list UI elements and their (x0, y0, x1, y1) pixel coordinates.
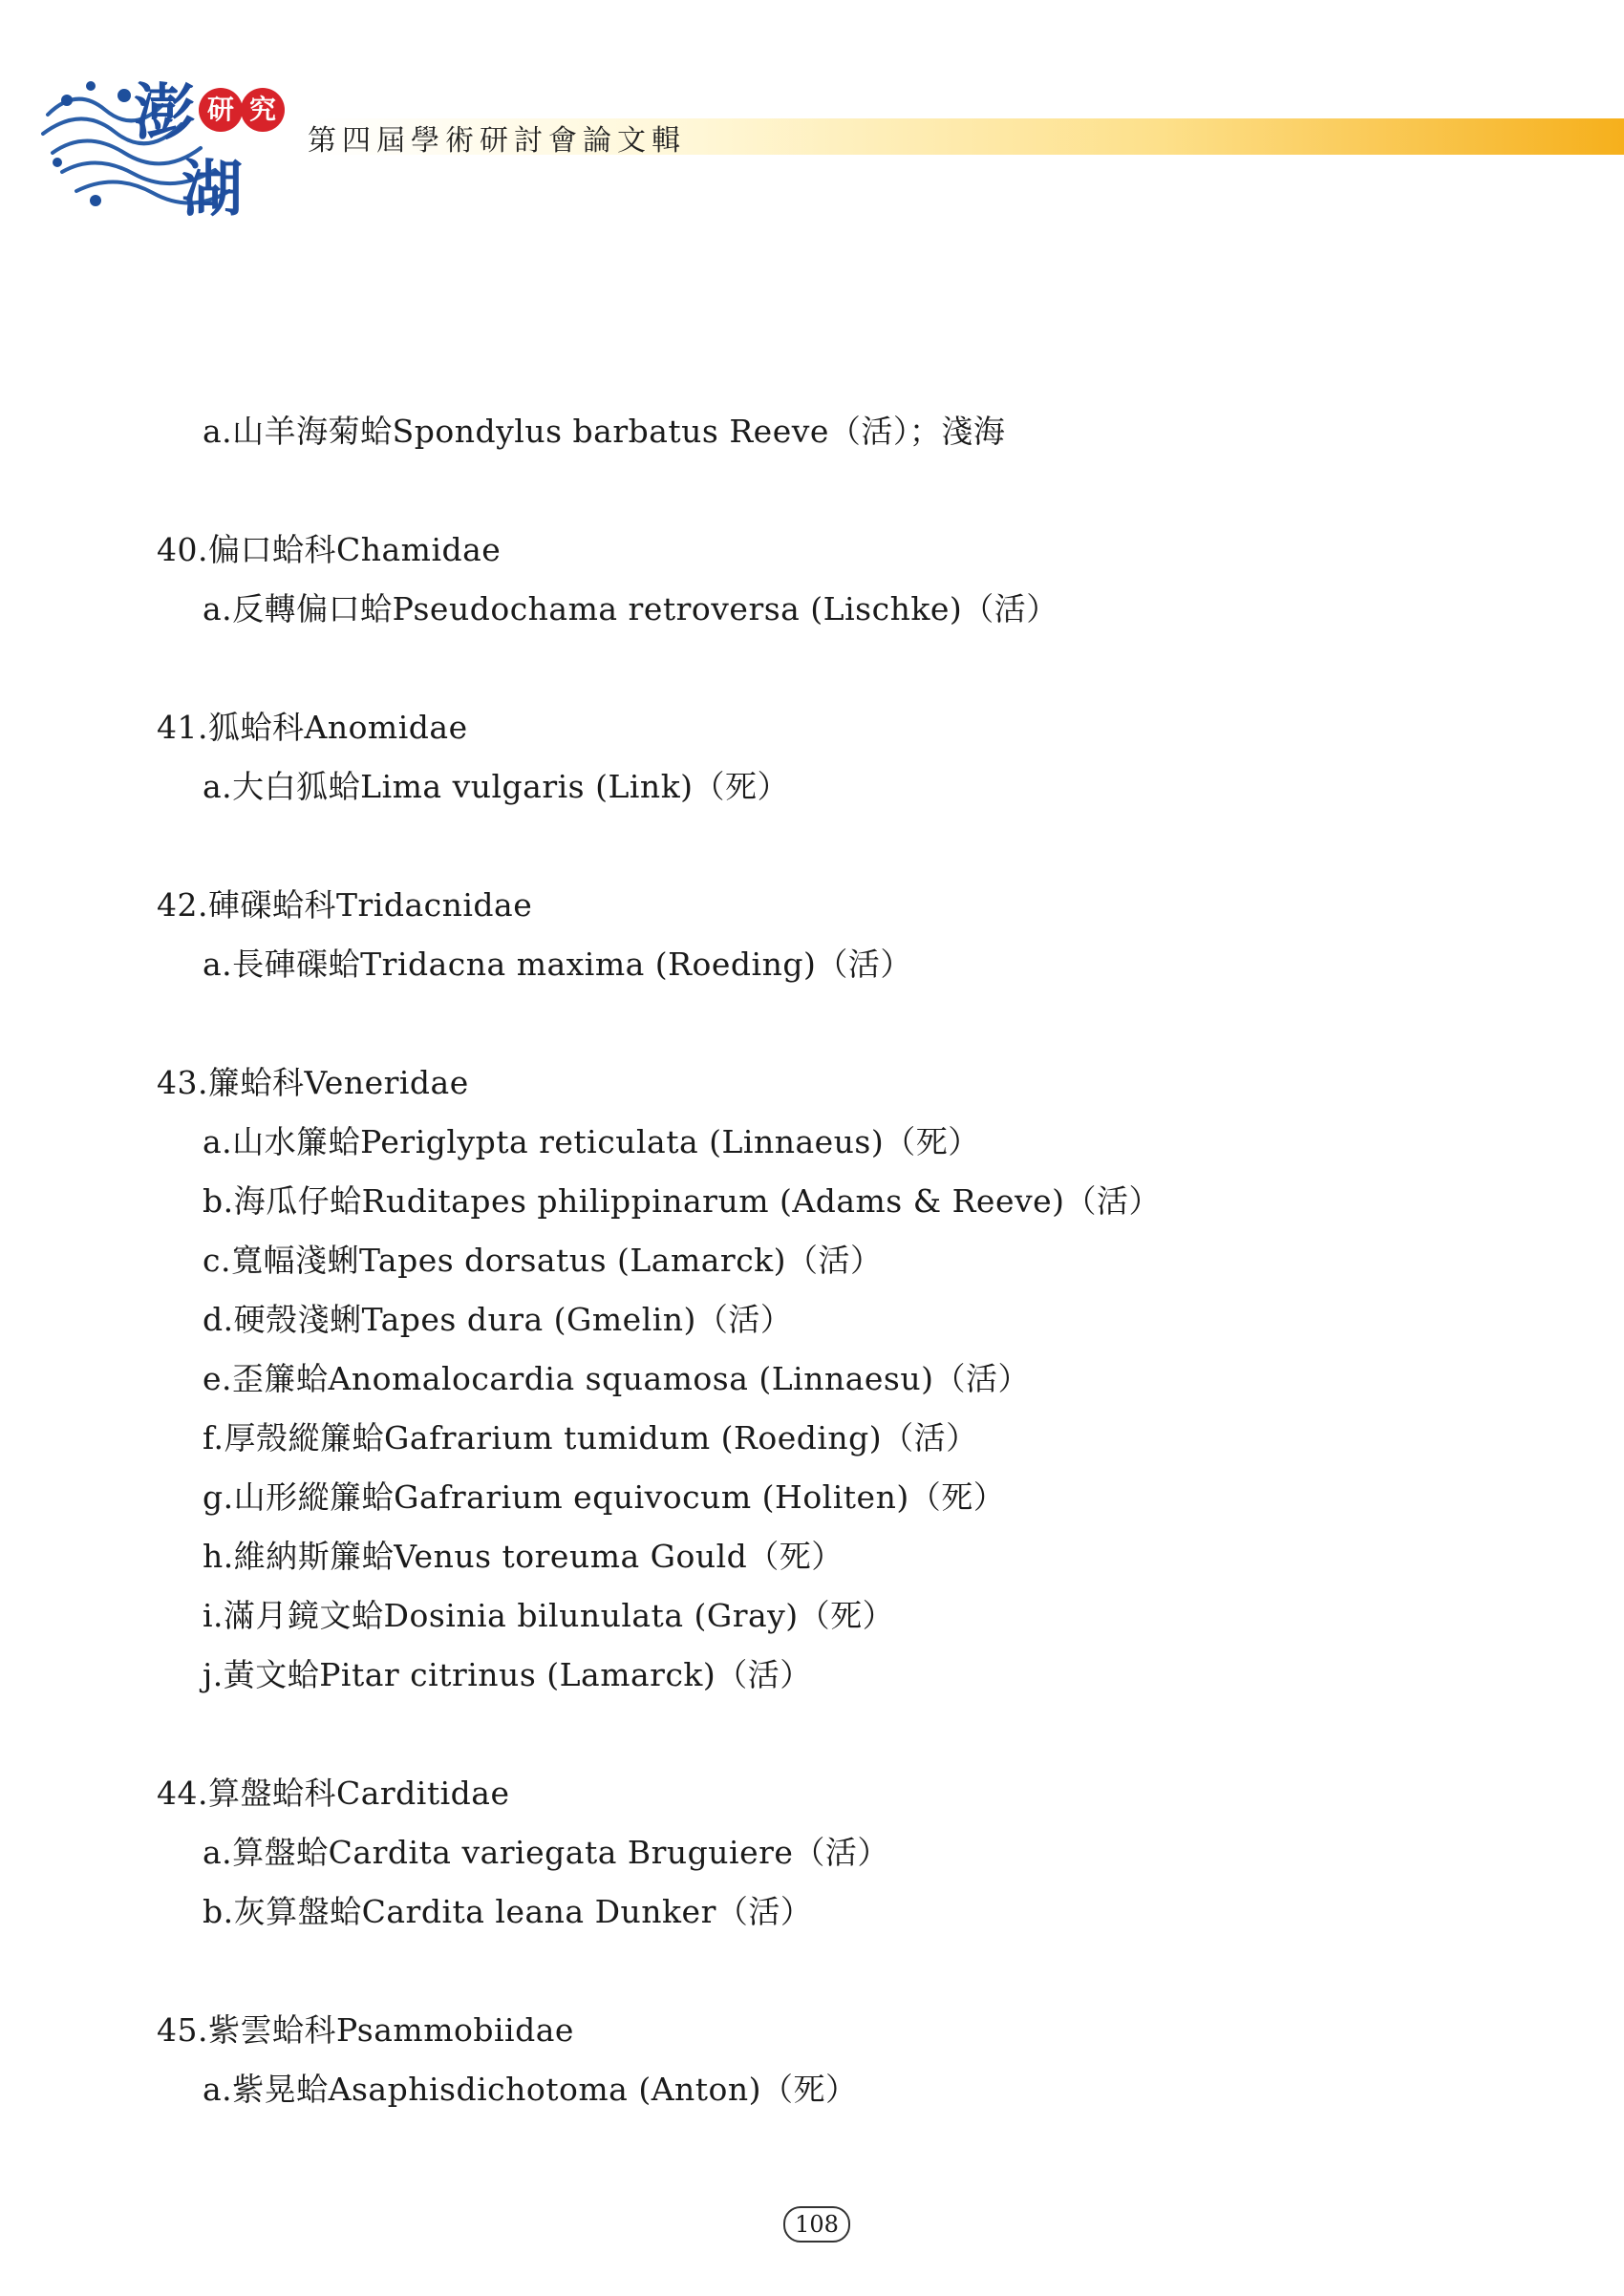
species-entry: i.滿月鏡文蛤Dosinia bilunulata (Gray)（死） (203, 1597, 895, 1634)
species-entry: b.灰算盤蛤Cardita leana Dunker（活） (203, 1893, 813, 1930)
family-heading: 42.硨磲蛤科Tridacnidae (157, 886, 533, 924)
family-heading: 41.狐蛤科Anomidae (157, 709, 468, 746)
species-entry: b.海瓜仔蛤Ruditapes philippinarum (Adams & Reeve)（活） (203, 1182, 1162, 1220)
species-entry: a.反轉偏口蛤Pseudochama retroversa (Lischke)（活） (203, 590, 1058, 627)
species-entry: d.硬殼淺蜊Tapes dura (Gmelin)（活） (203, 1301, 793, 1338)
header-title: 第四屆學術研討會論文輯 (308, 124, 686, 158)
species-entry: a.大白狐蛤Lima vulgaris (Link)（死） (203, 768, 790, 805)
species-entry: a.長硨磲蛤Tridacna maxima (Roeding)（活） (203, 946, 912, 983)
family-heading: 45.紫雲蛤科Psammobiidae (157, 2011, 574, 2049)
species-entry: a.山羊海菊蛤Spondylus barbatus Reeve（活）；淺海 (203, 413, 1006, 450)
svg-text:湖: 湖 (182, 154, 243, 225)
species-entry: a.算盤蛤Cardita variegata Bruguiere（活） (203, 1834, 889, 1871)
family-heading: 43.簾蛤科Veneridae (157, 1064, 469, 1101)
wave-logo-icon (38, 57, 296, 229)
species-entry: f.厚殼縱簾蛤Gafrarium tumidum (Roeding)（活） (203, 1419, 978, 1456)
seal-research-1: 研 (199, 88, 243, 132)
family-heading: 40.偏口蛤科Chamidae (157, 531, 502, 568)
seal-research-2: 究 (241, 88, 285, 132)
svg-text:澎: 澎 (134, 77, 195, 149)
journal-logo (38, 57, 296, 229)
species-entry: c.寬幅淺蜊Tapes dorsatus (Lamarck)（活） (203, 1242, 883, 1279)
page-header (0, 0, 1624, 229)
species-entry: h.維納斯簾蛤Venus toreuma Gould（死） (203, 1538, 844, 1575)
species-entry: j.黃文蛤Pitar citrinus (Lamarck)（活） (203, 1656, 812, 1693)
family-heading: 44.算盤蛤科Carditidae (157, 1775, 510, 1812)
species-entry: a.山水簾蛤Periglypta reticulata (Linnaeus)（死） (203, 1123, 980, 1160)
page-number: 108 (783, 2206, 850, 2243)
species-entry: a.紫晃蛤Asaphisdichotoma (Anton)（死） (203, 2071, 858, 2108)
species-entry: e.歪簾蛤Anomalocardia squamosa (Linnaesu)（活） (203, 1360, 1030, 1397)
species-entry: g.山形縱簾蛤Gafrarium equivocum (Holiten)（死） (203, 1478, 1006, 1516)
